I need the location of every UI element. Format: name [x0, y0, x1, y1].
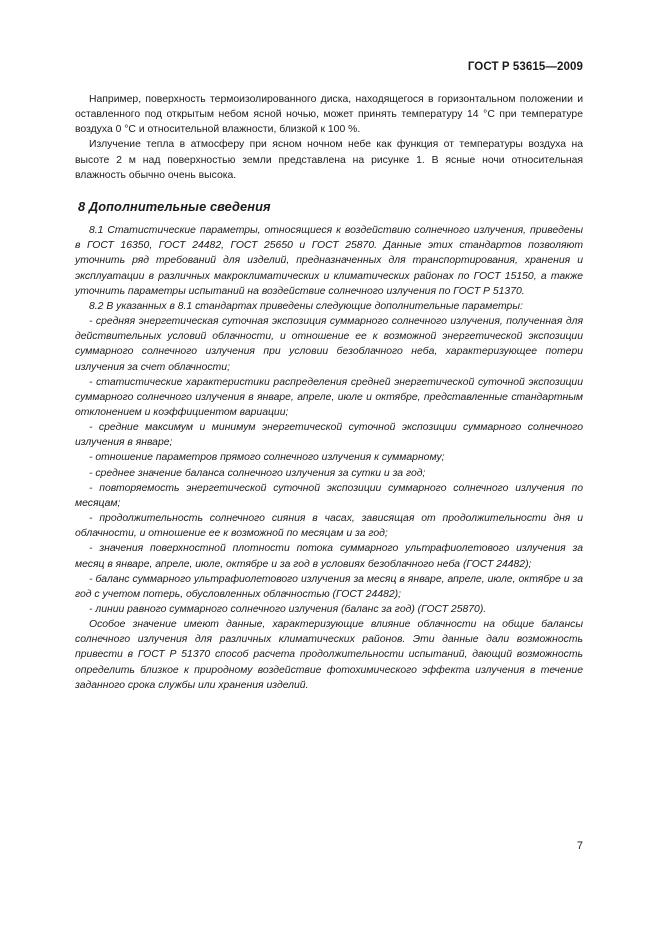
- list-item: - линии равного суммарного солнечного излучения (баланс за год) (ГОСТ 25870).: [89, 604, 487, 615]
- list-item: - среднее значение баланса солнечного излучения за сутки и за год;: [89, 467, 426, 479]
- list-item: - средняя энергетическая суточная экспозиция суммарного солнечного излучения, полученная для действительных условий облачности, и отношение ее к возможной энергетической экспозиции суммарного солнечного излучения при условии безоблачного неба, характеризующее потери излучения за счет облачности;: [75, 316, 583, 373]
- page-content: [75, 92, 583, 693]
- list-item: - статистические характеристики распределения средней энергетической суточной экспозиции суммарного солнечного излучения в январе, апреле, июле и октябре, представленные стандартным отклонением и коэффициентом вариации;: [75, 376, 583, 418]
- list-item: - баланс суммарного ультрафиолетового излучения за месяц в январе, апреле, июле, октябре и за год с учетом потерь, обусловленных облачностью (ГОСТ 24482);: [75, 573, 583, 600]
- document-code: ГОСТ Р 53615—2009: [467, 61, 583, 73]
- list-item: - повторяемость энергетической суточной экспозиции суммарного солнечного излучения по месяцам;: [75, 482, 583, 509]
- list-item: - продолжительность солнечного сияния в часах, зависящая от продолжительности дня и облачности, и отношение ее к возможной по месяцам и за год;: [75, 513, 583, 540]
- list-item: - отношение параметров прямого солнечного излучения к суммарному;: [89, 452, 445, 464]
- list-item: - средние максимум и минимум энергетической суточной экспозиции суммарного солнечного излучения в январе;: [75, 422, 583, 449]
- section-heading: 8 Дополнительные сведения: [78, 198, 271, 214]
- section-paragraph: Особое значение имеют данные, характеризующие влияние облачности на общие балансы солнечного излучения для различных климатических районов. Эти данные дали возможность привести в ГОСТ Р 51370 способ расчета продолжительности испытаний, дающий возможность определить близкое к природному воздействие фотохимического эффекта излучения в течение заданного срока службы или хранения изделий.: [75, 619, 583, 691]
- body-paragraph: Например, поверхность термоизолированного диска, находящегося в горизонтальном положении и оставленного под открытым небом ясной ночью, может принять температуру 14 °С при температуре воздуха 0 °С и относительной влажности, близкой к 100 %.: [75, 94, 583, 136]
- section-paragraph: 8.1 Статистические параметры, относящиеся к воздействию солнечного излучения, приведены в ГОСТ 16350, ГОСТ 24482, ГОСТ 25650 и ГОСТ 25870. Данные этих стандартов позволяют уточнить ряд требований для изделий, предназначенных для транспортирования, хранения и эксплуатации в различных макроклиматических и климатических районах по ГОСТ 15150, а также уточнить параметры испытаний на воздействие солнечного излучения по ГОСТ Р 51370.: [75, 225, 583, 297]
- section-paragraph: 8.2 В указанных в 8.1 стандартах приведены следующие дополнительные параметры:: [89, 300, 523, 312]
- section-body: [75, 223, 583, 693]
- list-item: - значения поверхностной плотности потока суммарного ультрафиолетового излучения за месяц в январе, апреле, июле, октябре и за год в условиях безоблачного неба (ГОСТ 24482);: [75, 543, 583, 570]
- page-number: 7: [576, 840, 583, 852]
- body-paragraph: Излучение тепла в атмосферу при ясном ночном небе как функция от температуры воздуха на высоте 2 м над поверхностью земли представлена на рисунке 1. В ясные ночи относительная влажность обычно очень высока.: [75, 139, 583, 181]
